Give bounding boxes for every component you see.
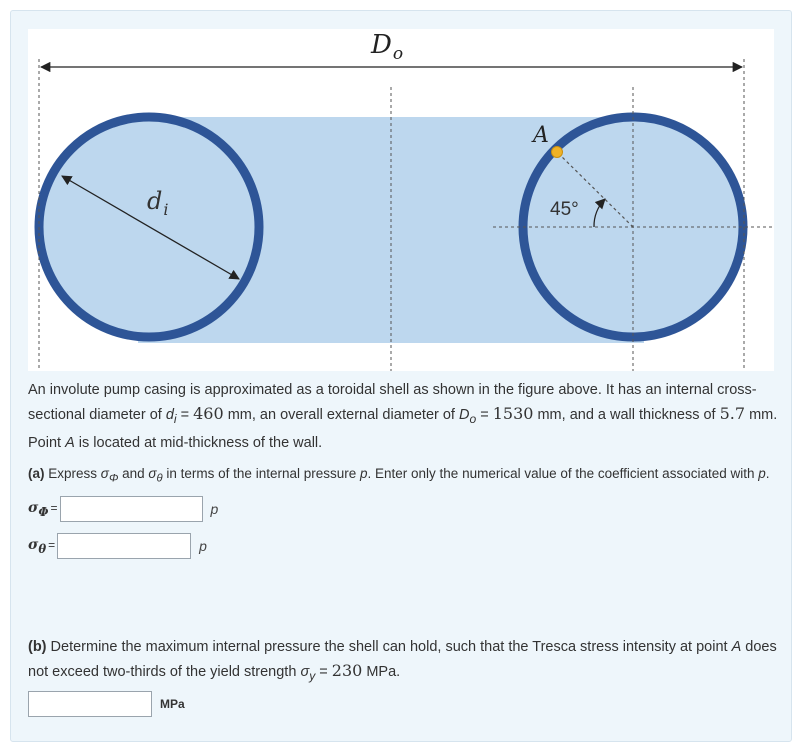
do-label: $D_o$	[371, 30, 404, 64]
sigma-theta-label: $\sigma_\theta$ =	[28, 536, 56, 556]
question-panel	[10, 10, 792, 742]
sigma-phi-label: $\sigma_\Phi$ =	[28, 499, 58, 519]
di-label: $d_i$	[147, 187, 169, 219]
max-pressure-input[interactable]	[28, 691, 152, 717]
toroidal-shell-figure	[28, 29, 774, 371]
point-a-marker	[552, 147, 563, 158]
sigma-phi-unit: p	[210, 501, 219, 517]
max-pressure-unit: MPa	[160, 697, 185, 711]
intro-paragraph: An involute pump casing is approximated as a toroidal shell as shown in the figure above. It has an internal cross-sectional diameter of $d_i = 460$ mm, an overall external diameter of $D_o = 1530$ mm, and a wall thickness of 5.7 mm. Point A is located at mid-thickness of the wall.	[28, 382, 778, 451]
part-b-answer-row	[28, 691, 185, 717]
angle-label: 45°	[550, 199, 579, 220]
point-a-label: A	[533, 123, 549, 148]
figure-svg	[28, 29, 774, 371]
sigma-phi-row	[28, 496, 218, 522]
sigma-theta-row	[28, 533, 207, 559]
sigma-phi-input[interactable]	[60, 496, 203, 522]
sigma-theta-input[interactable]	[57, 533, 191, 559]
sigma-theta-unit: p	[199, 538, 207, 554]
part-b-prompt: (b) Determine the maximum internal pressure the shell can hold, such that the Tresca stress intensity at point A does not exceed two-thirds of the yield strength $\sigma_y = 230$ MPa.	[28, 639, 777, 683]
part-a-prompt: (a) Express $\sigma_\Phi$ and $\sigma_\theta$ in terms of the internal pressure p. Enter only the numerical value of the coefficient associated with p.	[28, 466, 770, 485]
